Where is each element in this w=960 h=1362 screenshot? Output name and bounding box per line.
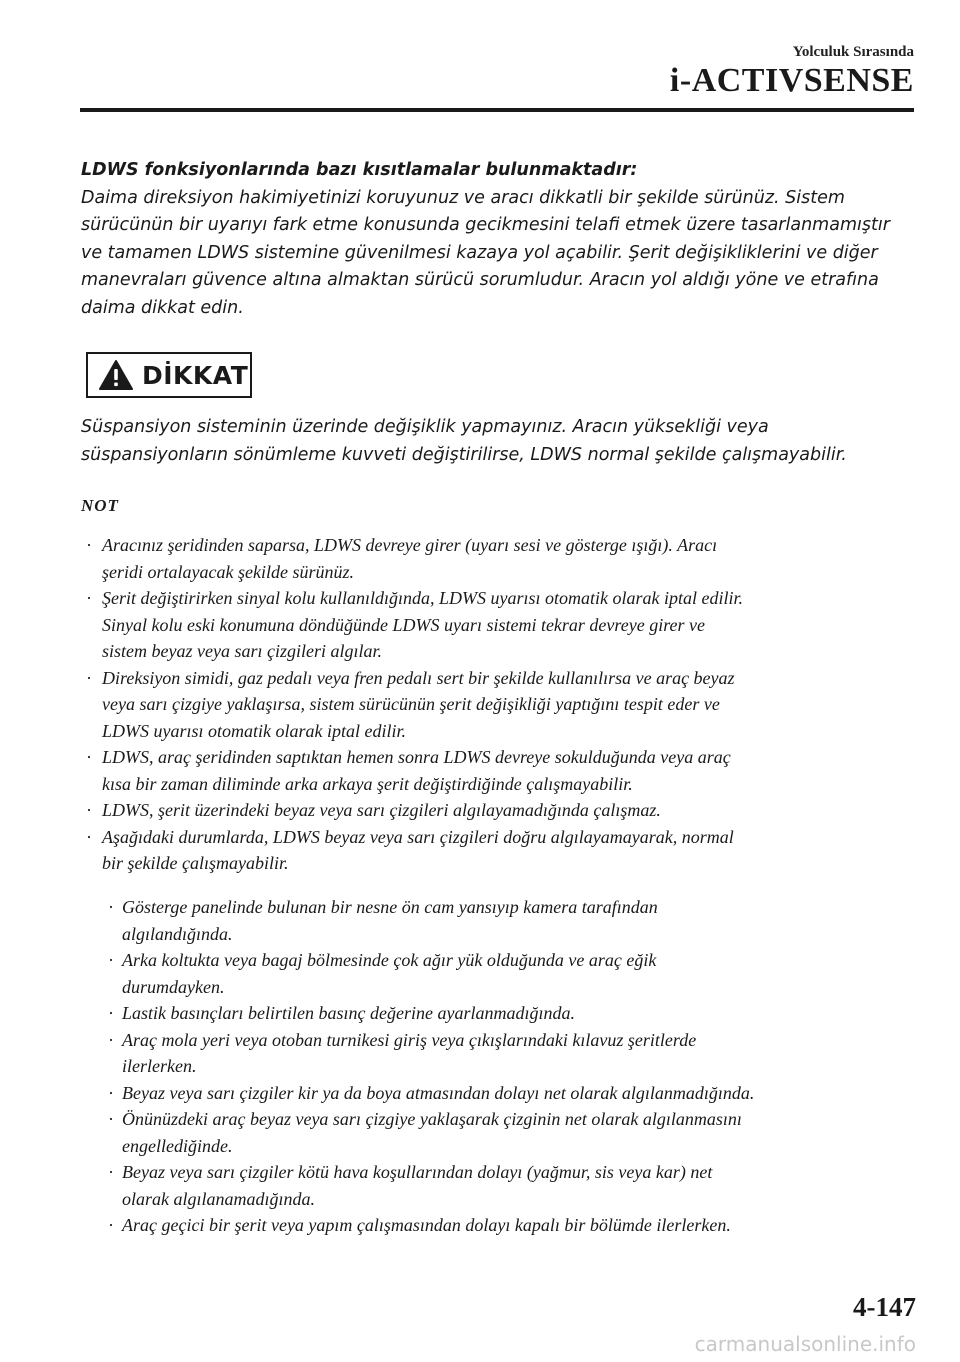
list-item-line: olarak algılanamadığında.	[122, 1188, 315, 1209]
list-item	[108, 1080, 928, 1107]
list-item	[84, 665, 924, 745]
list-item	[84, 797, 924, 824]
warning-line: Daima direksiyon hakimiyetinizi koruyunuz ve aracı dikkatli bir şekilde sürünüz. Sistem	[81, 187, 845, 208]
list-item-line: · Lastik basınçları belirtilen basınç değerine ayarlanmadığında.	[122, 1003, 575, 1023]
warning-line: ve tamamen LDWS sistemine güvenilmesi kazaya yol açabilir. Şerit değişikliklerini ve diğer	[81, 242, 878, 263]
list-item-line: bir şekilde çalışmayabilir.	[102, 853, 289, 873]
list-item-line: şeridi ortalayacak şekilde sürünüz.	[102, 561, 354, 582]
list-item-line: · Beyaz veya sarı çizgiler kötü hava koşullarından dolayı (yağmur, sis veya kar) net	[122, 1162, 713, 1182]
watermark[interactable]: carmanualsonline.info	[694, 1332, 916, 1356]
warning-triangle-icon	[98, 359, 134, 391]
list-item	[84, 824, 924, 877]
list-item-line: · Araç mola yeri veya otoban turnikesi giriş veya çıkışlarındaki kılavuz şeritlerde	[122, 1029, 697, 1050]
note-heading: NOT	[81, 496, 119, 515]
list-item-line: durumdayken.	[122, 976, 225, 997]
list-item-line: · Aracınız şeridinden saparsa, LDWS devreye girer (uyarı sesi ve gösterge ışığı). Aracı	[102, 535, 718, 555]
warning-line: manevraları güvence altına almaktan sürücü sorumludur. Aracın yol aldığı yöne ve etrafına	[81, 270, 879, 290]
caution-text	[81, 414, 921, 469]
note-list	[84, 532, 924, 877]
list-item-line: · LDWS, araç şeridinden saptıktan hemen sonra LDWS devreye sokulduğunda veya araç	[102, 747, 731, 767]
list-item-line: · Gösterge panelinde bulunan bir nesne ön cam yansıyıp kamera tarafından	[122, 897, 658, 917]
list-item	[84, 585, 924, 665]
list-item-line: · Direksiyon simidi, gaz pedalı veya fren pedalı sert bir şekilde kullanılırsa ve araç beyaz	[102, 667, 735, 688]
list-item-line: · Aşağıdaki durumlarda, LDWS beyaz veya sarı çizgileri doğru algılayamayarak, normal	[102, 826, 734, 847]
list-item-line: · Önünüzdeki araç beyaz veya sarı çizgiye yaklaşarak çizginin net olarak algılanmasını	[122, 1109, 742, 1129]
list-item-line: · Araç geçici bir şerit veya yapım çalışmasından dolayı kapalı bir bölümde ilerlerken.	[122, 1215, 731, 1235]
list-item	[108, 1106, 928, 1159]
list-item	[84, 532, 924, 585]
list-item	[108, 1000, 928, 1027]
list-item-line: veya sarı çizgiye yaklaşırsa, sistem sürücünün şerit değişikliği yaptığını tespit eder ve	[102, 694, 720, 714]
warning-block	[81, 157, 921, 322]
chapter-title: i-ACTIVSENSE	[669, 62, 914, 99]
warning-line: sürücünün bir uyarıyı fark etme konusunda gecikmesini telafi etmek üzere tasarlanmamıştır	[81, 215, 890, 235]
warning-lead: LDWS fonksiyonlarında bazı kısıtlamalar bulunmaktadır:	[81, 160, 638, 180]
caution-box	[86, 352, 252, 398]
list-item	[84, 744, 924, 797]
list-item-line: Sinyal kolu eski konumuna döndüğünde LDWS uyarı sistemi tekrar devreye girer ve	[102, 614, 706, 635]
warning-line: daima dikkat edin.	[81, 297, 244, 318]
list-item	[108, 947, 928, 1000]
section-title: Yolculuk Sırasında	[792, 44, 914, 60]
caution-line: Süspansiyon sisteminin üzerinde değişiklik yapmayınız. Aracın yüksekliği veya	[81, 417, 769, 437]
list-item-line: kısa bir zaman diliminde arka arkaya şerit değiştirdiğinde çalışmayabilir.	[102, 773, 633, 794]
list-item	[108, 1212, 928, 1239]
page-number: 4-147	[853, 1292, 916, 1322]
list-item-line: LDWS uyarısı otomatik olarak iptal edilir.	[102, 720, 406, 741]
caution-line: süspansiyonların sönümleme kuvveti değiştirilirse, LDWS normal şekilde çalışmayabilir.	[81, 444, 847, 465]
note-sub-list	[108, 894, 928, 1239]
header-rule	[80, 108, 914, 112]
list-item-line: sistem beyaz veya sarı çizgileri algılar.	[102, 641, 382, 661]
list-item-line: algılandığında.	[122, 923, 233, 944]
list-item-line: · Şerit değiştirirken sinyal kolu kullanıldığında, LDWS uyarısı otomatik olarak iptal edilir.	[102, 588, 743, 608]
list-item-line: · LDWS, şerit üzerindeki beyaz veya sarı çizgileri algılayamadığında çalışmaz.	[102, 800, 661, 820]
list-item-line: · Arka koltukta veya bagaj bölmesinde çok ağır yük olduğunda ve araç eğik	[122, 950, 657, 970]
list-item-line: · Beyaz veya sarı çizgiler kir ya da boya atmasından dolayı net olarak algılanmadığında.	[122, 1082, 755, 1103]
list-item-line: engellediğinde.	[122, 1135, 233, 1156]
list-item	[108, 1159, 928, 1212]
list-item-line: ilerlerken.	[122, 1056, 197, 1076]
caution-label: DİKKAT	[142, 360, 249, 390]
list-item	[108, 894, 928, 947]
list-item	[108, 1027, 928, 1080]
